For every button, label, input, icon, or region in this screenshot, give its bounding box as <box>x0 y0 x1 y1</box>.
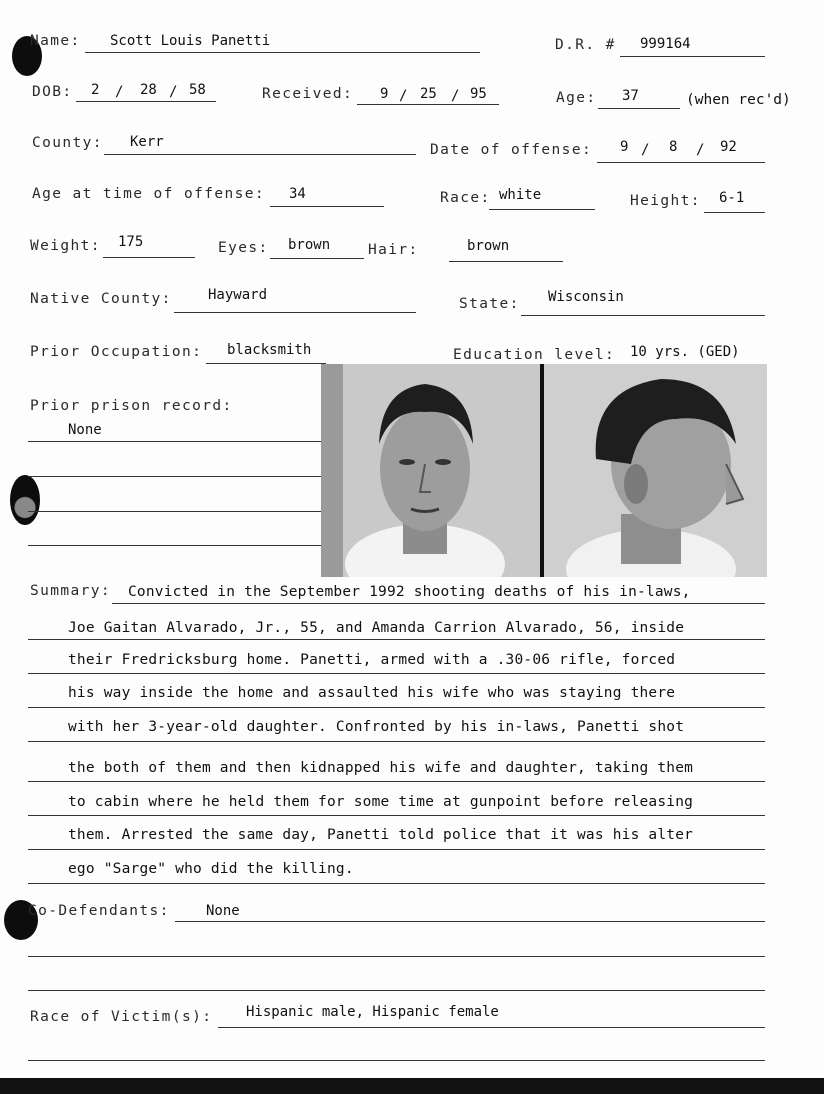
summary-underline-9 <box>28 883 765 884</box>
prior-prison-line-4 <box>28 545 321 546</box>
summary-line-2: Joe Gaitan Alvarado, Jr., 55, and Amanda Carrion Alvarado, 56, inside <box>68 620 685 636</box>
prior-prison-line-1 <box>28 441 321 442</box>
prior-prison-line-2 <box>28 476 321 477</box>
prior-prison-line-3 <box>28 511 321 512</box>
weight-label: Weight: <box>30 238 101 254</box>
state-value: Wisconsin <box>548 289 624 305</box>
height-underline <box>704 212 765 213</box>
race-of-victims-label: Race of Victim(s): <box>30 1009 213 1025</box>
height-value: 6-1 <box>719 190 745 206</box>
date-of-offense-underline <box>597 162 765 163</box>
hair-label: Hair: <box>368 242 419 258</box>
received-month: 9 <box>380 86 389 102</box>
height-label: Height: <box>630 193 701 209</box>
dob-label: DOB: <box>32 84 73 100</box>
hair-underline <box>449 261 563 262</box>
prior-prison-label: Prior prison record: <box>30 398 233 414</box>
dob-sep-1: / <box>115 84 124 100</box>
received-day: 25 <box>420 86 437 102</box>
race-label: Race: <box>440 190 491 206</box>
race-of-victims-value: Hispanic male, Hispanic female <box>246 1004 499 1020</box>
race-value: white <box>499 187 542 203</box>
prior-occupation-label: Prior Occupation: <box>30 344 203 360</box>
co-defendants-underline <box>175 921 765 922</box>
summary-line-8: them. Arrested the same day, Panetti told police that it was his alter <box>68 827 694 843</box>
name-underline <box>85 52 480 53</box>
summary-underline-3 <box>28 673 765 674</box>
dob-day: 28 <box>140 82 157 98</box>
summary-underline-5 <box>28 741 765 742</box>
age-suffix: (when rec'd) <box>686 92 791 108</box>
summary-line-4: his way inside the home and assaulted his wife who was staying there <box>68 685 676 701</box>
county-label: County: <box>32 135 103 151</box>
offense-sep-2: / <box>696 142 705 158</box>
weight-underline <box>103 257 195 258</box>
native-county-label: Native County: <box>30 291 172 307</box>
weight-value: 175 <box>118 234 144 250</box>
education-label: Education level: <box>453 347 616 363</box>
summary-label: Summary: <box>30 583 112 599</box>
county-value: Kerr <box>130 134 164 150</box>
offense-year: 92 <box>720 139 737 155</box>
age-at-offense-label: Age at time of offense: <box>32 186 265 202</box>
co-defendants-line-2 <box>28 956 765 957</box>
dob-month: 2 <box>91 82 100 98</box>
dob-year: 58 <box>189 82 206 98</box>
summary-line-6: the both of them and then kidnapped his wife and daughter, taking them <box>68 760 694 776</box>
prior-occupation-value: blacksmith <box>227 342 312 358</box>
scan-bottom-edge <box>0 1078 824 1094</box>
age-label: Age: <box>556 90 597 106</box>
prior-prison-value: None <box>68 422 102 438</box>
eyes-underline <box>270 258 364 259</box>
summary-underline-4 <box>28 707 765 708</box>
summary-underline-7 <box>28 815 765 816</box>
race-of-victims-underline <box>218 1027 765 1028</box>
summary-line-7: to cabin where he held them for some time at gunpoint before releasing <box>68 794 694 810</box>
summary-line-9: ego "Sarge" who did the killing. <box>68 861 354 877</box>
summary-underline-2 <box>28 639 765 640</box>
received-label: Received: <box>262 86 354 102</box>
co-defendants-line-3 <box>28 990 765 991</box>
native-county-value: Hayward <box>208 287 268 303</box>
received-sep-2: / <box>451 88 460 104</box>
age-value: 37 <box>622 88 639 104</box>
age-at-offense-value: 34 <box>289 186 306 202</box>
race-of-victims-line-2 <box>28 1060 765 1061</box>
age-at-offense-underline <box>270 206 384 207</box>
mugshot-photo <box>321 364 767 577</box>
summary-underline-6 <box>28 781 765 782</box>
received-sep-1: / <box>399 88 408 104</box>
offense-day: 8 <box>669 139 678 155</box>
date-of-offense-label: Date of offense: <box>430 142 593 158</box>
summary-line-5: with her 3-year-old daughter. Confronted by his in-laws, Panetti shot <box>68 719 685 735</box>
dob-sep-2: / <box>169 84 178 100</box>
co-defendants-value: None <box>206 903 240 919</box>
dr-label: D.R. # <box>555 37 616 53</box>
state-underline <box>521 315 765 316</box>
dob-underline <box>76 101 216 102</box>
prior-occupation-underline <box>206 363 326 364</box>
summary-underline-1 <box>112 603 765 604</box>
received-year: 95 <box>470 86 487 102</box>
punch-hole-middle <box>10 475 40 525</box>
education-value: 10 yrs. (GED) <box>630 344 740 360</box>
dr-value: 999164 <box>640 36 691 52</box>
summary-line-3: their Fredricksburg home. Panetti, armed with a .30-06 rifle, forced <box>68 652 676 668</box>
offense-month: 9 <box>620 139 629 155</box>
summary-underline-8 <box>28 849 765 850</box>
co-defendants-label: Co-Defendants: <box>28 903 170 919</box>
race-underline <box>489 209 595 210</box>
offense-sep-1: / <box>641 142 650 158</box>
name-value: Scott Louis Panetti <box>110 33 271 49</box>
native-county-underline <box>174 312 416 313</box>
name-label: Name: <box>30 33 81 49</box>
state-label: State: <box>459 296 520 312</box>
dr-underline <box>620 56 765 57</box>
eyes-value: brown <box>288 237 331 253</box>
summary-line-1: Convicted in the September 1992 shooting deaths of his in-laws, <box>128 584 691 600</box>
county-underline <box>104 154 416 155</box>
age-underline <box>598 108 680 109</box>
hair-value: brown <box>467 238 510 254</box>
received-underline <box>357 104 499 105</box>
eyes-label: Eyes: <box>218 240 269 256</box>
